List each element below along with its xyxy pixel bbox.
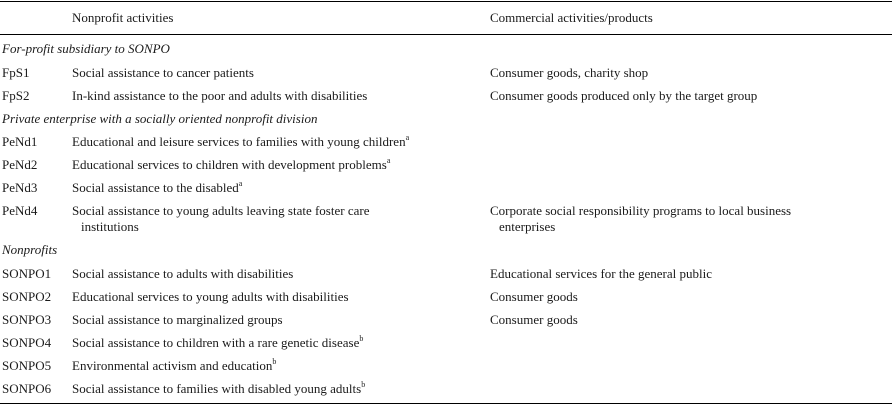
row-id: FpS1	[2, 65, 30, 80]
row-commercial: Consumer goods	[490, 312, 578, 327]
row-commercial: Corporate social responsibility programs to local business	[490, 203, 792, 218]
row-nonprofit: Educational and leisure services to families with young children$^a$	[72, 132, 410, 149]
row-id: PeNd3	[2, 180, 38, 195]
row-id: SONPO4	[2, 335, 52, 350]
row-nonprofit: Educational services to young adults with disabilities	[72, 289, 349, 304]
row-id: SONPO5	[2, 358, 52, 373]
row-id: SONPO6	[2, 381, 52, 396]
header-rule	[0, 34, 892, 35]
row-commercial-continued: enterprises	[499, 219, 556, 234]
row-id: PeNd4	[2, 203, 38, 218]
row-nonprofit: Social assistance to families with disabled young adults$^b$	[72, 379, 366, 396]
row-nonprofit: In-kind assistance to the poor and adults with disabilities	[72, 88, 368, 103]
row-id: SONPO2	[2, 289, 52, 304]
section-title: Private enterprise with a socially oriented nonprofit division	[2, 111, 318, 126]
top-rule	[0, 1, 892, 2]
row-nonprofit-continued: institutions	[81, 219, 139, 234]
row-id: PeNd2	[2, 157, 38, 172]
row-nonprofit: Educational services to children with development problems$^a$	[72, 155, 391, 172]
row-nonprofit: Social assistance to children with a rare genetic disease$^b$	[72, 333, 364, 350]
row-commercial: Consumer goods	[490, 289, 578, 304]
footnote-marker: a	[405, 132, 410, 142]
header-commercial: Commercial activities/products	[490, 10, 653, 25]
section-title: For-profit subsidiary to SONPO	[2, 41, 170, 56]
row-nonprofit: Environmental activism and education$^b$	[72, 356, 277, 373]
footnote-marker: a	[238, 178, 243, 188]
section-title: Nonprofits	[2, 242, 58, 257]
footnote-marker: b	[359, 333, 364, 343]
row-nonprofit: Social assistance to the disabled$^a$	[72, 178, 243, 195]
row-commercial: Consumer goods produced only by the target group	[490, 88, 758, 103]
row-nonprofit: Social assistance to adults with disabilities	[72, 266, 294, 281]
row-nonprofit: Social assistance to young adults leaving state foster care	[72, 203, 370, 218]
bottom-rule	[0, 403, 892, 404]
footnote-marker: b	[272, 356, 277, 366]
header-nonprofit: Nonprofit activities	[72, 10, 174, 25]
row-commercial: Educational services for the general public	[490, 266, 712, 281]
row-nonprofit: Social assistance to cancer patients	[72, 65, 254, 80]
footnote-marker: a	[386, 155, 391, 165]
row-id: SONPO3	[2, 312, 52, 327]
row-commercial: Consumer goods, charity shop	[490, 65, 649, 80]
row-id: SONPO1	[2, 266, 52, 281]
row-nonprofit: Social assistance to marginalized groups	[72, 312, 283, 327]
footnote-marker: b	[361, 379, 366, 389]
row-id: PeNd1	[2, 134, 38, 149]
row-id: FpS2	[2, 88, 30, 103]
